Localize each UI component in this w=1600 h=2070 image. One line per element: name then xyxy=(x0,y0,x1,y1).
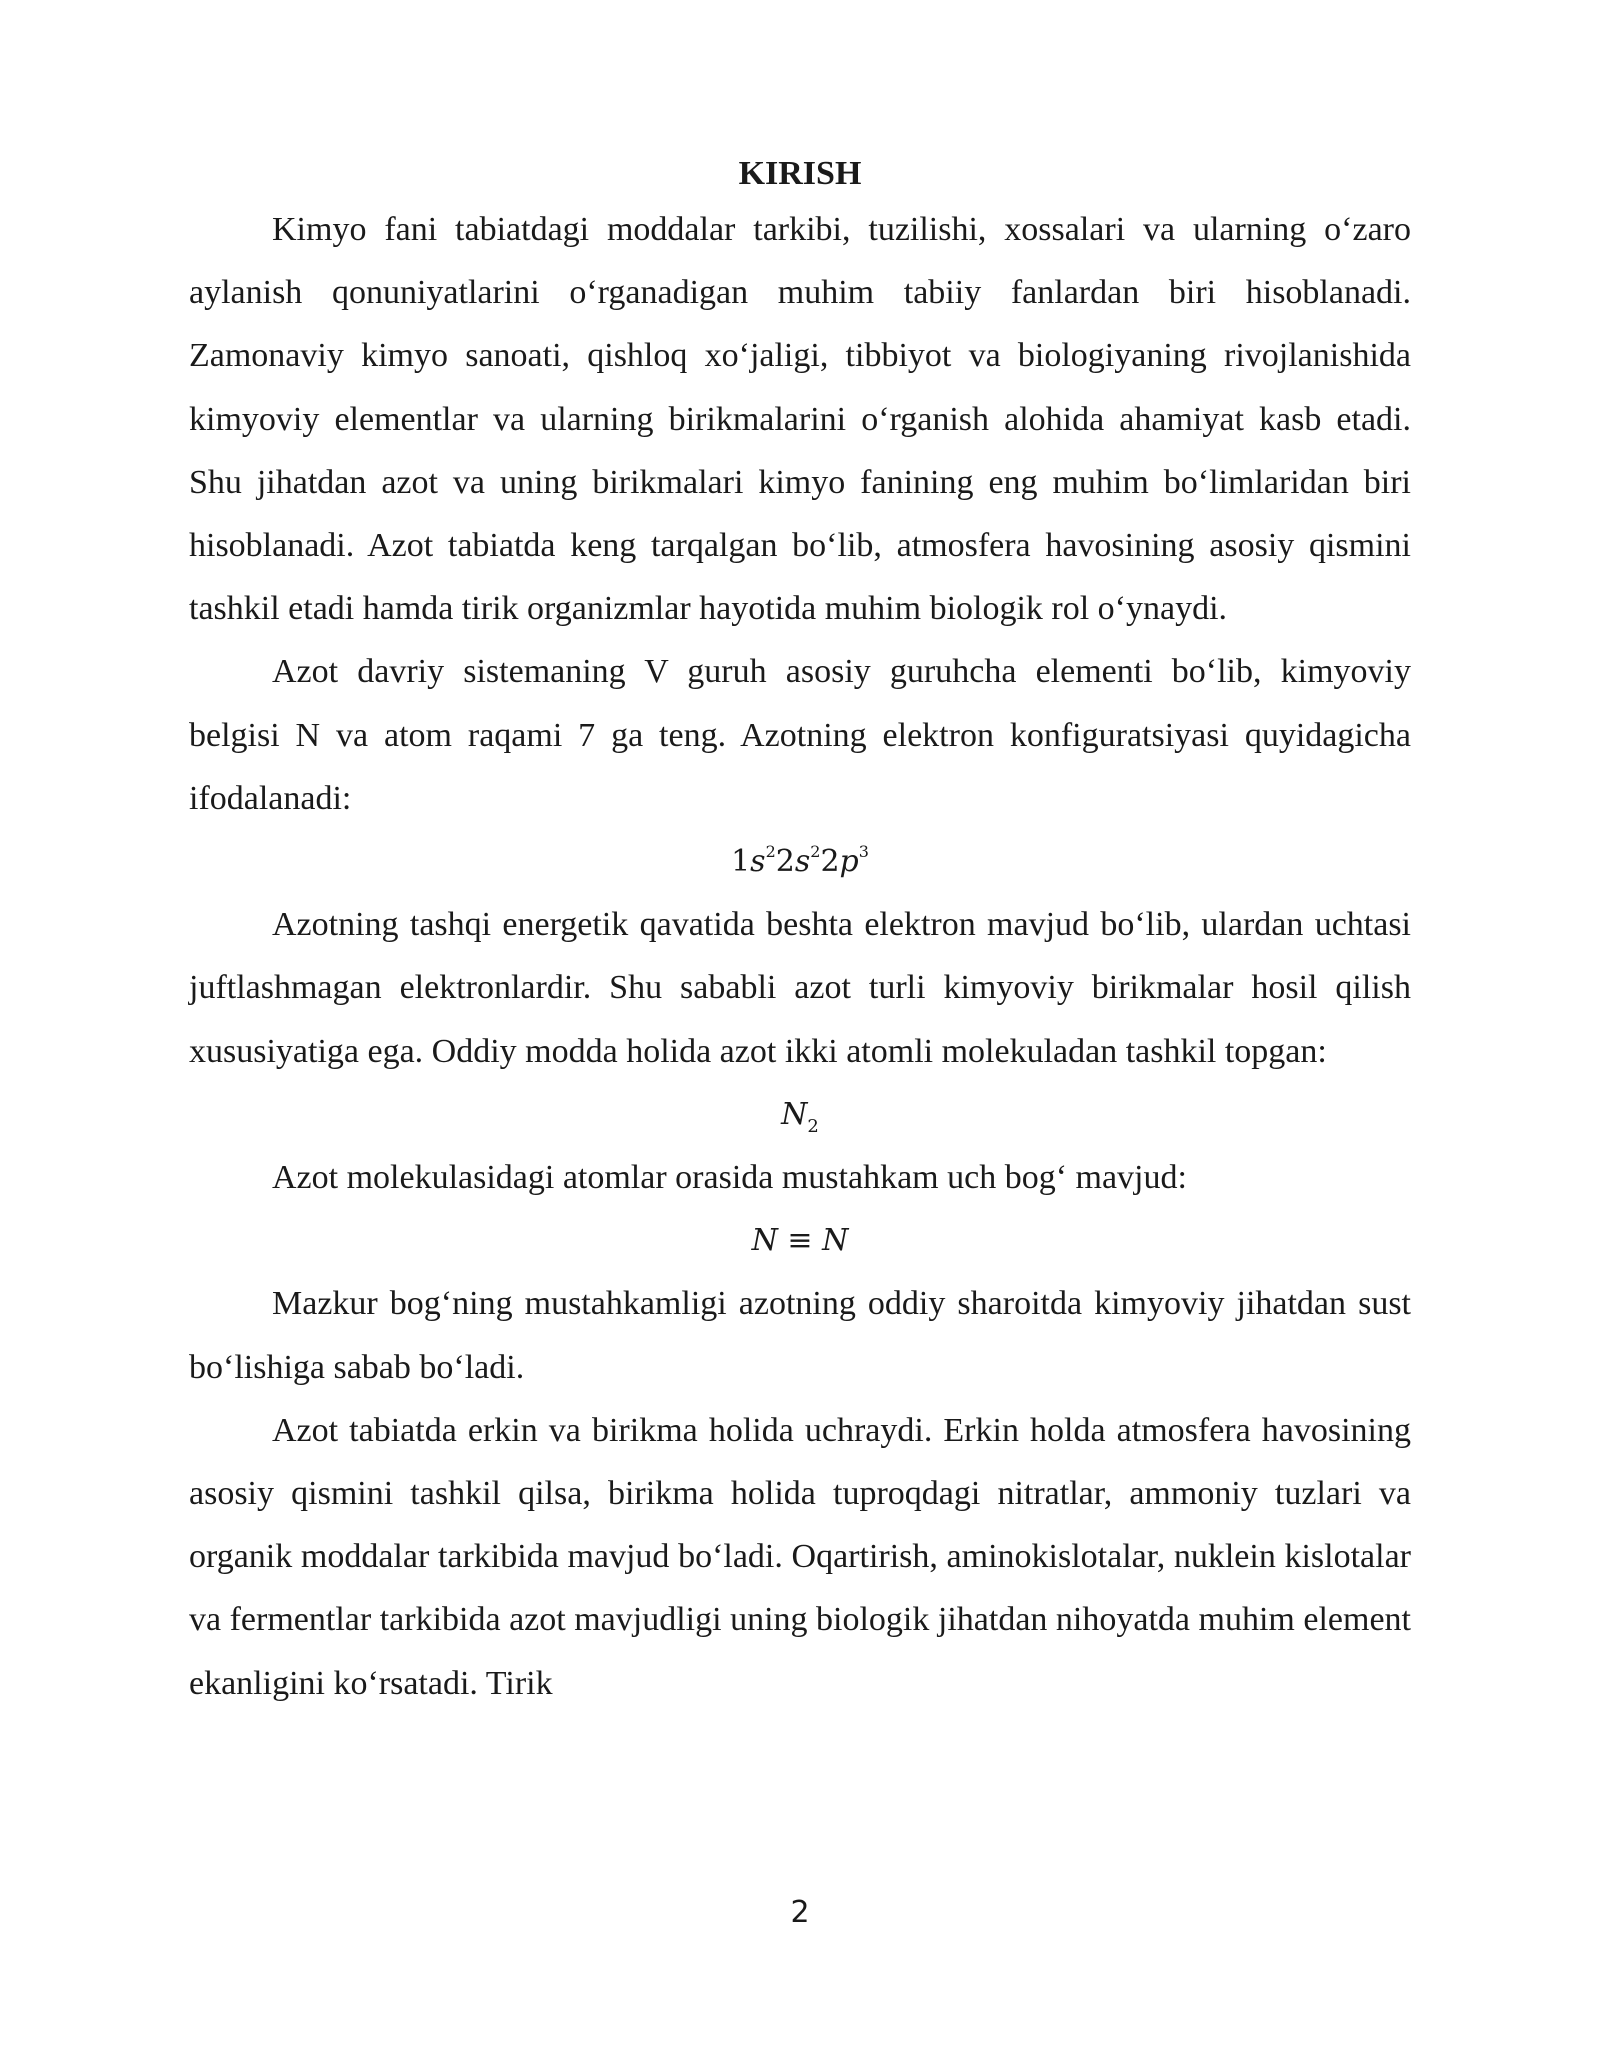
document-body xyxy=(189,150,1411,1715)
page-title: KIRISH xyxy=(738,155,862,192)
paragraph-periodic-position: Azot davriy sistemaning V guruh asosiy guruhcha elementi bo‘lib, kimyoviy belgisi N va atom raqami 7 ga teng. Azotning elektron konfiguratsiyasi quyidagicha ifodalanadi: xyxy=(189,653,1411,817)
paragraph-natural-occurrence: Azot tabiatda erkin va birikma holida uchraydi. Erkin holda atmosfera havosining asosiy qismini tashkil qilsa, birikma holida tuproqdagi nitratlar, ammoniy tuzlari va organik moddalar tarkibida mavjud bo‘ladi. Oqartirish, aminokislotalar, nuklein kislotalar va fermentlar tarkibida azot mavjudligi uning biologik jihatdan nihoyatda muhim element ekanligini ko‘rsatadi. Tirik xyxy=(189,1411,1411,1702)
formula-nitrogen-molecule: $N_2$ xyxy=(781,1096,819,1137)
paragraph-outer-shell: Azotning tashqi energetik qavatida beshta elektron mavjud bo‘lib, ulardan uchtasi juftlashmagan elektronlardir. Shu sababli azot turli kimyoviy birikmalar hosil qilish xususiyatiga ega. Oddiy modda holida azot ikki atomli molekuladan tashkil topgan: xyxy=(189,906,1411,1070)
paragraph-bond-strength: Mazkur bog‘ning mustahkamligi azotning oddiy sharoitda kimyoviy jihatdan sust bo‘lishiga sabab bo‘ladi. xyxy=(189,1285,1411,1386)
formula-electron-configuration: $1s^22s^22p^3$ xyxy=(731,842,869,880)
paragraph-triple-bond: Azot molekulasidagi atomlar orasida mustahkam uch bog‘ mavjud: xyxy=(272,1159,1187,1197)
formula-triple-bond: N ≡ N xyxy=(751,1223,849,1259)
page-number: 2 xyxy=(790,1895,810,1930)
paragraph-intro: Kimyo fani tabiatdagi moddalar tarkibi, tuzilishi, xossalari va ularning o‘zaro aylanish qonuniyatlarini o‘rganadigan muhim tabiiy fanlardan biri hisoblanadi. Zamonaviy kimyo sanoati, qishloq xo‘jaligi, tibbiyot va biologiyaning rivojlanishida kimyoviy elementlar va ularning birikmalarini o‘rganish alohida ahamiyat kasb etadi. Shu jihatdan azot va uning birikmalari kimyo fanining eng muhim bo‘limlaridan biri hisoblanadi. Azot tabiatda keng tarqalgan bo‘lib, atmosfera havosining asosiy qismini tashkil etadi hamda tirik organizmlar hayotida muhim biologik rol o‘ynaydi. xyxy=(189,211,1411,628)
